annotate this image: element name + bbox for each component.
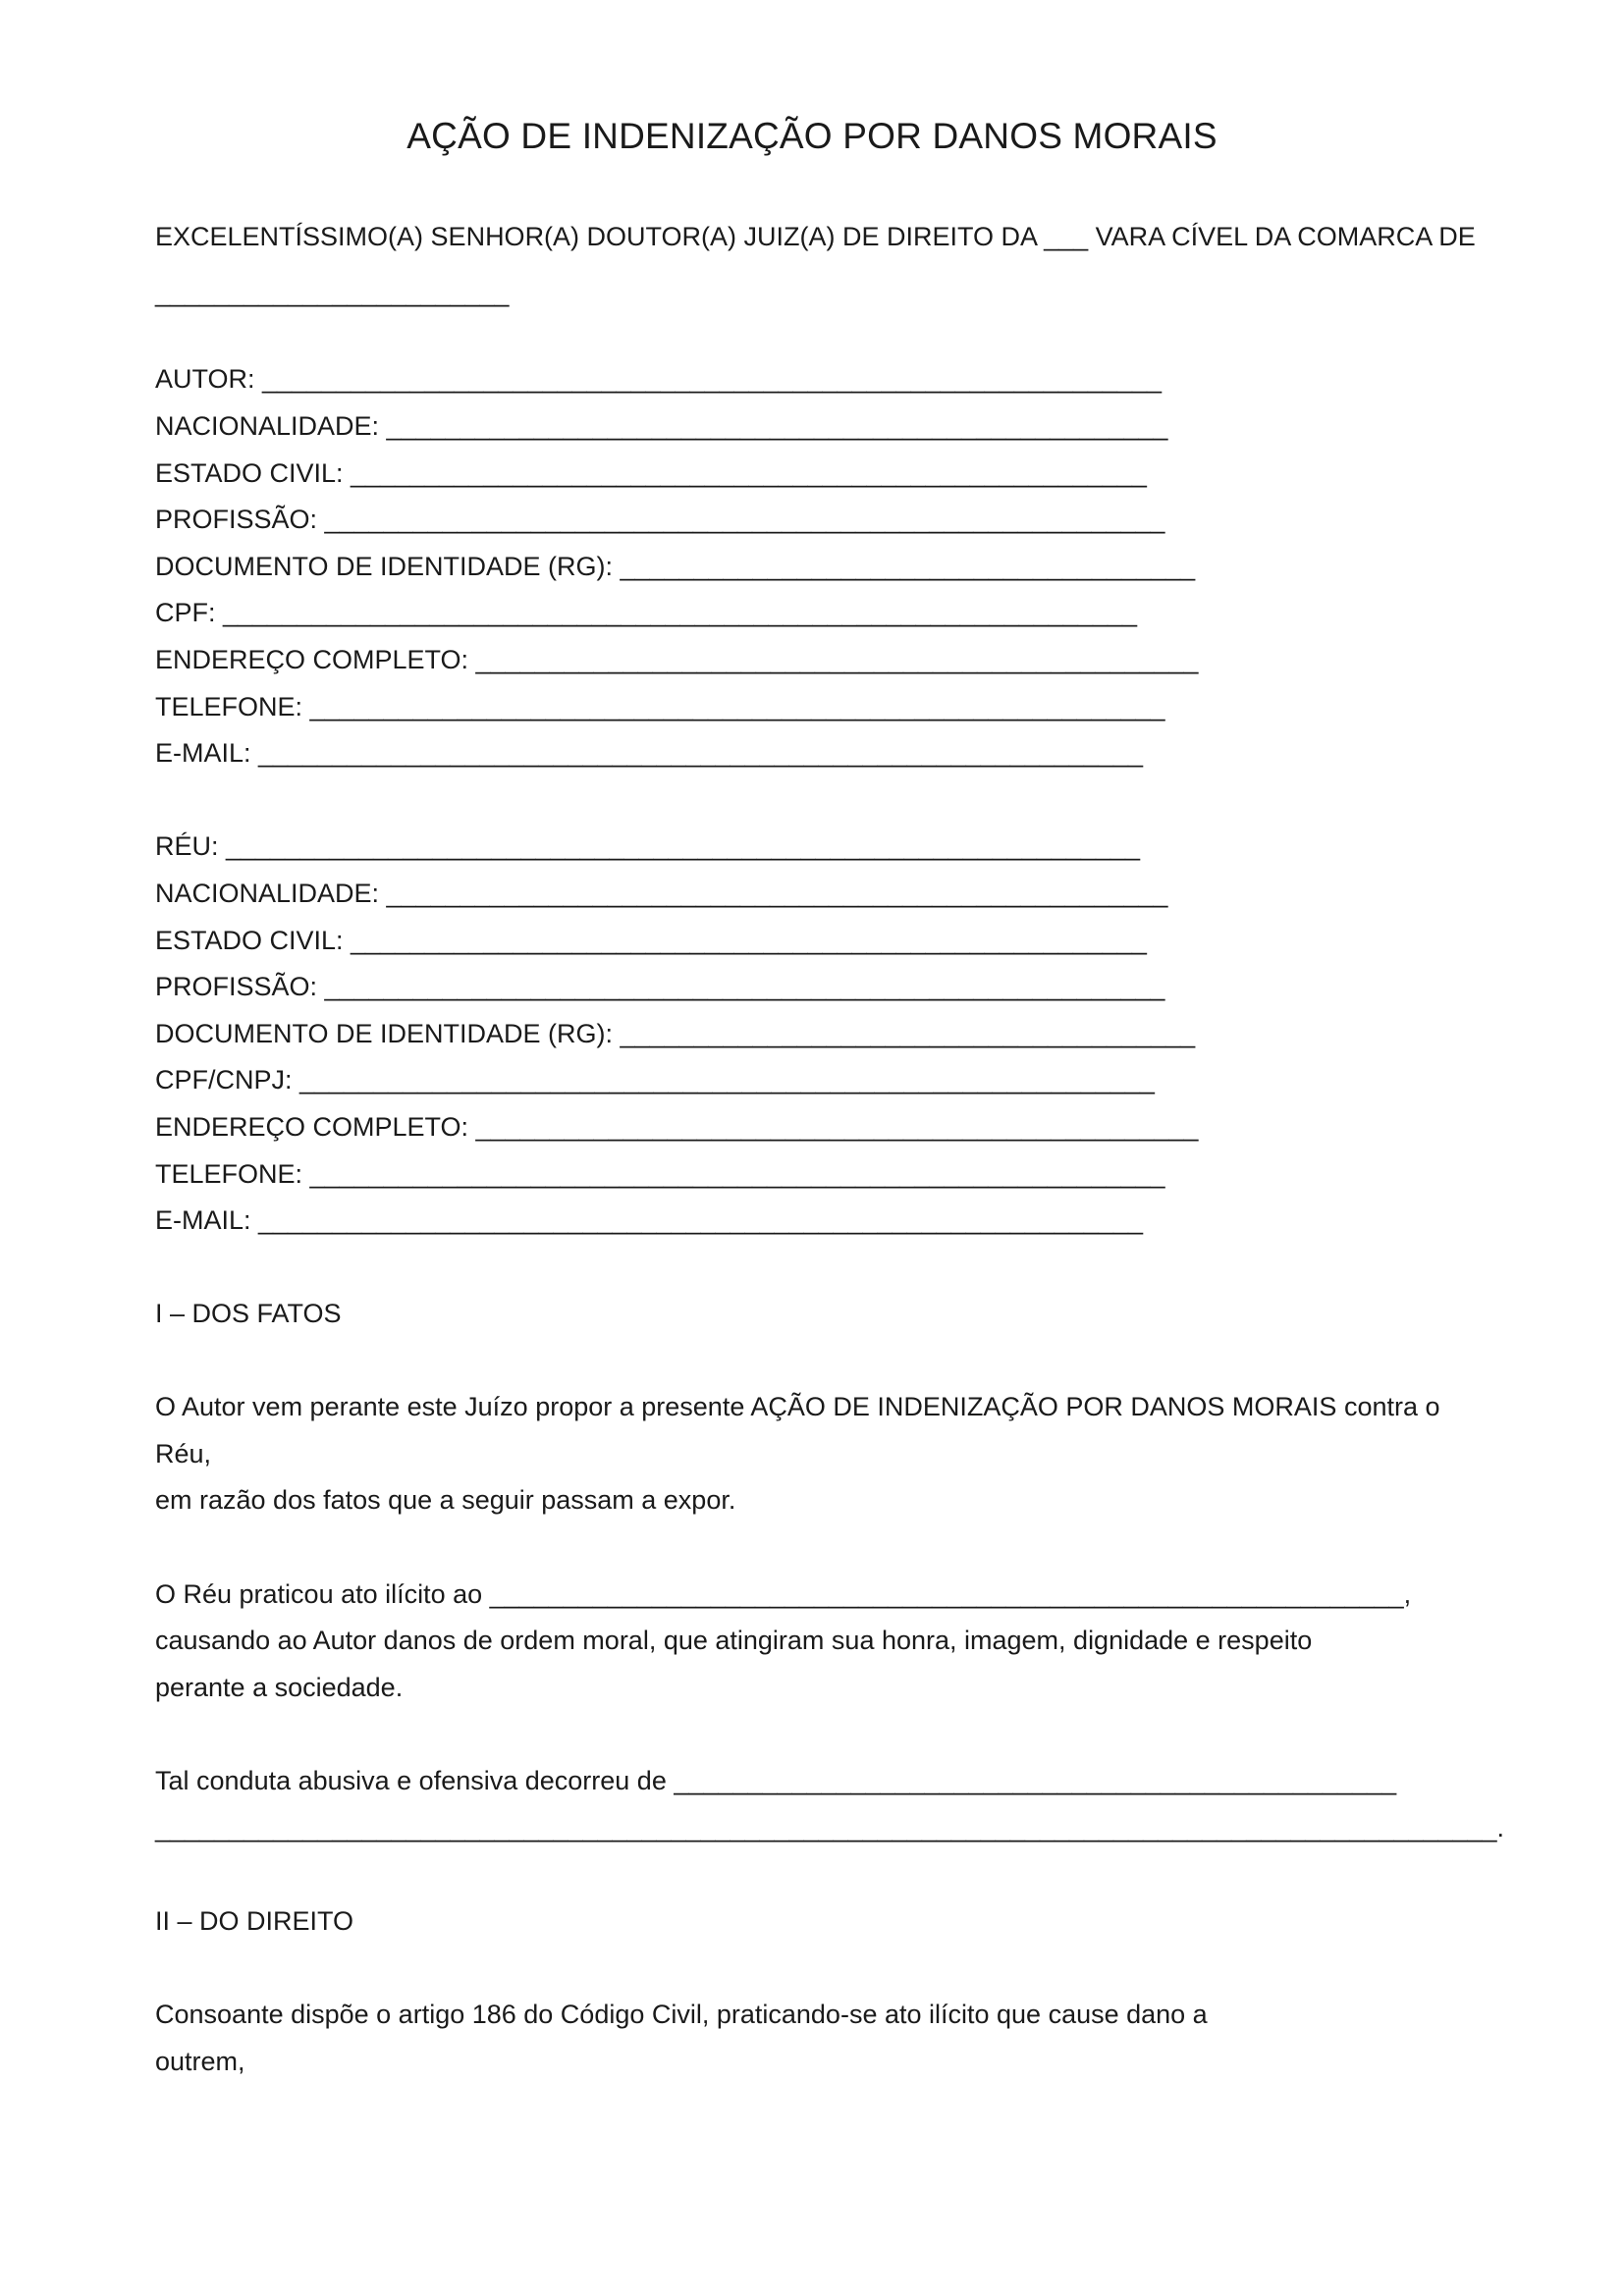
reu-phone-field: TELEFONE: __________________________________________________________	[155, 1159, 1165, 1189]
fatos-paragraph-3-line-2: ___________________________________________________________________________________________.	[155, 1813, 1504, 1842]
autor-nationality-field: NACIONALIDADE: _____________________________________________________	[155, 411, 1168, 441]
reu-cpf-cnpj-field: CPF/CNPJ: __________________________________________________________	[155, 1065, 1155, 1095]
reu-address-field: ENDEREÇO COMPLETO: _________________________________________________	[155, 1112, 1199, 1142]
fatos-paragraph-2-line-3: perante a sociedade.	[155, 1673, 404, 1702]
fatos-paragraph-2-line-1: O Réu praticou ato ilícito ao ______________________________________________________________,	[155, 1579, 1412, 1609]
reu-nationality-field: NACIONALIDADE: _____________________________________________________	[155, 879, 1168, 908]
autor-email-field: E-MAIL: ____________________________________________________________	[155, 738, 1143, 768]
autor-name-field: AUTOR: _____________________________________________________________	[155, 364, 1162, 394]
reu-rg-field: DOCUMENTO DE IDENTIDADE (RG): _______________________________________	[155, 1019, 1196, 1048]
fatos-paragraph-1-line-1: O Autor vem perante este Juízo propor a presente AÇÃO DE INDENIZAÇÃO POR DANOS MORAIS contra o	[155, 1392, 1440, 1421]
reu-name-field: RÉU: ______________________________________________________________	[155, 831, 1141, 861]
document-title: AÇÃO DE INDENIZAÇÃO POR DANOS MORAIS	[406, 116, 1218, 156]
autor-rg-field: DOCUMENTO DE IDENTIDADE (RG): _______________________________________	[155, 552, 1196, 581]
autor-civil-status-field: ESTADO CIVIL: ______________________________________________________	[155, 458, 1147, 488]
direito-paragraph-1-line-2: outrem,	[155, 2047, 245, 2076]
fatos-paragraph-2-line-2: causando ao Autor danos de ordem moral, que atingiram sua honra, imagem, dignidade e respeito	[155, 1626, 1313, 1655]
autor-phone-field: TELEFONE: __________________________________________________________	[155, 692, 1165, 721]
addressee-blank-line: ________________________	[155, 278, 510, 307]
fatos-paragraph-3-line-1: Tal conduta abusiva e ofensiva decorreu de _________________________________________________	[155, 1766, 1397, 1795]
autor-profession-field: PROFISSÃO: _________________________________________________________	[155, 505, 1165, 534]
direito-paragraph-1-line-1: Consoante dispõe o artigo 186 do Código Civil, praticando-se ato ilícito que cause dano a	[155, 2000, 1208, 2029]
reu-email-field: E-MAIL: ____________________________________________________________	[155, 1205, 1143, 1235]
addressee-line: EXCELENTÍSSIMO(A) SENHOR(A) DOUTOR(A) JUIZ(A) DE DIREITO DA ___ VARA CÍVEL DA COMARCA DE	[155, 222, 1476, 251]
section-heading-direito: II – DO DIREITO	[155, 1906, 354, 1936]
section-heading-fatos: I – DOS FATOS	[155, 1299, 342, 1328]
autor-cpf-field: CPF: ______________________________________________________________	[155, 598, 1138, 627]
fatos-paragraph-1-line-3: em razão dos fatos que a seguir passam a expor.	[155, 1485, 736, 1515]
autor-address-field: ENDEREÇO COMPLETO: _________________________________________________	[155, 645, 1199, 674]
reu-profession-field: PROFISSÃO: _________________________________________________________	[155, 972, 1165, 1001]
reu-civil-status-field: ESTADO CIVIL: ______________________________________________________	[155, 926, 1147, 955]
fatos-paragraph-1-line-2: Réu,	[155, 1439, 212, 1468]
